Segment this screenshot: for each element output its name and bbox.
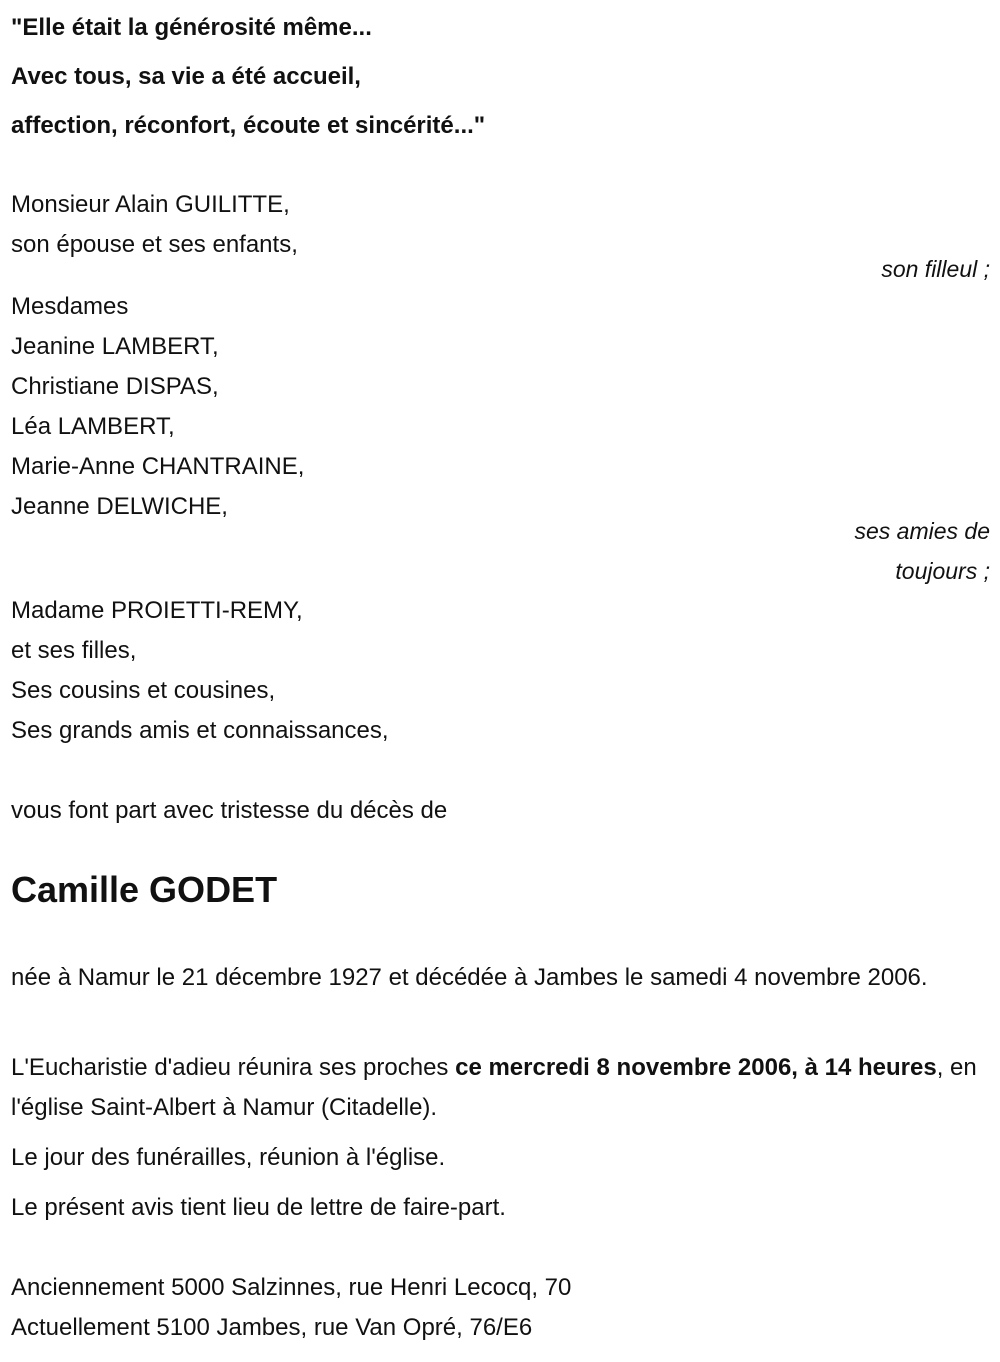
mourner-line: et ses filles, (11, 637, 137, 664)
mourner-line: Ses grands amis et connaissances, (11, 717, 389, 744)
relation-line: toujours ; (895, 558, 990, 584)
mourner-line: Monsieur Alain GUILITTE, (11, 191, 290, 218)
relation-label: son filleul ; (881, 256, 990, 282)
relation-label (854, 511, 990, 591)
mourner-line: Mesdames (11, 293, 129, 320)
address-line: Anciennement 5000 Salzinnes, rue Henri Lecocq, 70 (11, 1274, 572, 1301)
mourner-line: son épouse et ses enfants, (11, 231, 298, 258)
mourner-group-3 (11, 591, 389, 751)
quote-line: "Elle était la générosité même... (11, 14, 372, 41)
mourner-group-1 (11, 185, 298, 265)
ceremony-post: , en l'église Saint-Albert à Namur (Citadelle). (11, 1054, 977, 1121)
mourner-line: Christiane DISPAS, (11, 373, 219, 400)
meeting-info: Le jour des funérailles, réunion à l'église. (11, 1144, 446, 1171)
mourner-line: Ses cousins et cousines, (11, 677, 276, 704)
quote-line: Avec tous, sa vie a été accueil, (11, 63, 361, 90)
notice-info: Le présent avis tient lieu de lettre de faire-part. (11, 1194, 506, 1221)
mourner-line: Jeanine LAMBERT, (11, 333, 219, 360)
mourner-group-2 (11, 287, 304, 527)
relation-line: ses amies de (854, 518, 990, 544)
quote-line: affection, réconfort, écoute et sincérité..." (11, 112, 486, 139)
ceremony-info (11, 1048, 996, 1128)
address-line: Actuellement 5100 Jambes, rue Van Opré, 76/E6 (11, 1314, 533, 1341)
ceremony-pre: L'Eucharistie d'adieu réunira ses proches (11, 1054, 456, 1081)
mourner-line: Jeanne DELWICHE, (11, 493, 228, 520)
epigraph-quote (11, 3, 485, 150)
mourner-line: Marie-Anne CHANTRAINE, (11, 453, 305, 480)
addresses (11, 1268, 571, 1348)
mourner-line: Madame PROIETTI-REMY, (11, 597, 303, 624)
deceased-name: Camille GODET (11, 869, 278, 910)
mourner-line: Léa LAMBERT, (11, 413, 175, 440)
announcement: vous font part avec tristesse du décès de (11, 797, 448, 824)
birth-death-info: née à Namur le 21 décembre 1927 et décédée à Jambes le samedi 4 novembre 2006. (11, 964, 928, 991)
ceremony-date: ce mercredi 8 novembre 2006, à 14 heures (455, 1054, 937, 1081)
